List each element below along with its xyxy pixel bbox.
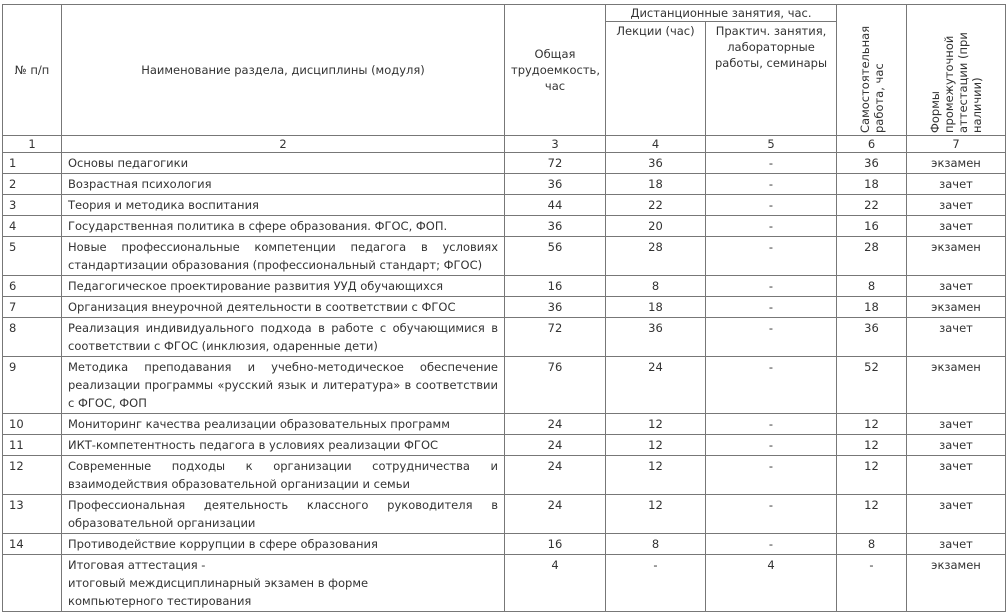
col-number: 2 <box>62 136 505 153</box>
row-lectures: 18 <box>606 297 706 318</box>
row-self: 12 <box>837 414 907 435</box>
row-total: 36 <box>505 216 606 237</box>
row-practice: 4 <box>706 555 837 612</box>
row-self: 52 <box>837 357 907 414</box>
row-form: зачет <box>907 495 1006 534</box>
header-attestation <box>907 5 1006 136</box>
row-practice: - <box>706 174 837 195</box>
row-self: 8 <box>837 534 907 555</box>
row-practice: - <box>706 534 837 555</box>
row-total: 56 <box>505 237 606 276</box>
table-row <box>3 297 1006 318</box>
row-practice: - <box>706 435 837 456</box>
row-practice: - <box>706 357 837 414</box>
final-name-line1: Итоговая аттестация - <box>68 558 206 572</box>
row-form: зачет <box>907 276 1006 297</box>
row-total: 36 <box>505 297 606 318</box>
table-row <box>3 456 1006 495</box>
row-name: Государственная политика в сфере образования. ФГОС, ФОП. <box>62 216 505 237</box>
row-self: 36 <box>837 318 907 357</box>
row-form: экзамен <box>907 297 1006 318</box>
header-self <box>837 5 907 136</box>
row-num: 13 <box>3 495 62 534</box>
row-total: 16 <box>505 276 606 297</box>
table-row <box>3 195 1006 216</box>
row-lectures: 36 <box>606 153 706 174</box>
row-lectures: 12 <box>606 414 706 435</box>
row-total: 16 <box>505 534 606 555</box>
row-form: зачет <box>907 195 1006 216</box>
row-lectures: 20 <box>606 216 706 237</box>
row-num: 4 <box>3 216 62 237</box>
table-row <box>3 357 1006 414</box>
row-practice: - <box>706 276 837 297</box>
row-form: экзамен <box>907 237 1006 276</box>
col-number: 7 <box>907 136 1006 153</box>
row-practice: - <box>706 414 837 435</box>
col-number: 6 <box>837 136 907 153</box>
table-row <box>3 534 1006 555</box>
header-practice: Практич. занятия, лабораторные работы, семинары <box>706 22 837 136</box>
row-self: - <box>837 555 907 612</box>
row-self: 22 <box>837 195 907 216</box>
col-number: 4 <box>606 136 706 153</box>
column-numbers-row <box>3 136 1006 153</box>
row-practice: - <box>706 153 837 174</box>
final-name-line2: итоговый междисциплинарный экзамен в форме компьютерного тестирования <box>68 576 369 608</box>
row-form: зачет <box>907 534 1006 555</box>
header-attestation-text: Формы промежуточной аттестации (при наличии) <box>928 32 984 133</box>
row-num: 6 <box>3 276 62 297</box>
row-name: Организация внеурочной деятельности в соответствии с ФГОС <box>62 297 505 318</box>
row-num: 2 <box>3 174 62 195</box>
row-num: 11 <box>3 435 62 456</box>
row-name: Реализация индивидуального подхода в работе с обучающимися в соответствии с ФГОС (инклюзия, одаренные дети) <box>62 318 505 357</box>
table-row <box>3 153 1006 174</box>
row-lectures: 8 <box>606 534 706 555</box>
row-lectures: 18 <box>606 174 706 195</box>
col-number: 5 <box>706 136 837 153</box>
row-form: зачет <box>907 456 1006 495</box>
row-form: зачет <box>907 435 1006 456</box>
table-row <box>3 174 1006 195</box>
row-lectures: 36 <box>606 318 706 357</box>
final-attestation-row <box>3 555 1006 612</box>
row-total: 36 <box>505 174 606 195</box>
row-total: 24 <box>505 435 606 456</box>
row-practice: - <box>706 195 837 216</box>
header-total: Общая трудоемкость, час <box>505 5 606 136</box>
row-num: 8 <box>3 318 62 357</box>
row-name <box>62 555 505 612</box>
table-row <box>3 495 1006 534</box>
row-form: зачет <box>907 414 1006 435</box>
row-form: зачет <box>907 318 1006 357</box>
row-num: 14 <box>3 534 62 555</box>
row-self: 16 <box>837 216 907 237</box>
row-practice: - <box>706 237 837 276</box>
header-name: Наименование раздела, дисциплины (модуля) <box>62 5 505 136</box>
row-self: 18 <box>837 297 907 318</box>
row-lectures: 24 <box>606 357 706 414</box>
row-num: 1 <box>3 153 62 174</box>
table-row <box>3 237 1006 276</box>
header-distance: Дистанционные занятия, час. <box>606 5 837 22</box>
row-self: 18 <box>837 174 907 195</box>
row-num: 7 <box>3 297 62 318</box>
row-practice: - <box>706 216 837 237</box>
row-form: экзамен <box>907 153 1006 174</box>
row-lectures: 12 <box>606 495 706 534</box>
row-self: 12 <box>837 435 907 456</box>
col-number: 3 <box>505 136 606 153</box>
row-self: 12 <box>837 495 907 534</box>
row-total: 76 <box>505 357 606 414</box>
row-lectures: - <box>606 555 706 612</box>
col-number: 1 <box>3 136 62 153</box>
row-total: 72 <box>505 153 606 174</box>
row-practice: - <box>706 456 837 495</box>
row-lectures: 28 <box>606 237 706 276</box>
row-total: 24 <box>505 456 606 495</box>
row-form: экзамен <box>907 555 1006 612</box>
row-lectures: 22 <box>606 195 706 216</box>
row-name: Теория и методика воспитания <box>62 195 505 216</box>
row-lectures: 12 <box>606 435 706 456</box>
row-name: Методика преподавания и учебно-методическое обеспечение реализации программы «русский язык и литература» в соответствии с ФГОС, ФОП <box>62 357 505 414</box>
row-self: 8 <box>837 276 907 297</box>
table-row <box>3 216 1006 237</box>
table-row <box>3 414 1006 435</box>
row-name: Возрастная психология <box>62 174 505 195</box>
row-total: 44 <box>505 195 606 216</box>
row-form: зачет <box>907 174 1006 195</box>
row-name: Основы педагогики <box>62 153 505 174</box>
row-lectures: 8 <box>606 276 706 297</box>
row-self: 28 <box>837 237 907 276</box>
row-num: 12 <box>3 456 62 495</box>
row-name: ИКТ-компетентность педагога в условиях реализации ФГОС <box>62 435 505 456</box>
curriculum-table <box>2 4 1006 612</box>
row-name: Педагогическое проектирование развития УУД обучающихся <box>62 276 505 297</box>
row-lectures: 12 <box>606 456 706 495</box>
row-num: 3 <box>3 195 62 216</box>
table-row <box>3 318 1006 357</box>
row-self: 12 <box>837 456 907 495</box>
row-name: Новые профессиональные компетенции педагога в условиях стандартизации образования (профессиональный стандарт; ФГОС) <box>62 237 505 276</box>
row-name: Профессиональная деятельность классного руководителя в образовательной организации <box>62 495 505 534</box>
row-total: 24 <box>505 414 606 435</box>
row-num: 5 <box>3 237 62 276</box>
row-name: Мониторинг качества реализации образовательных программ <box>62 414 505 435</box>
header-num: № п/п <box>3 5 62 136</box>
table-row <box>3 435 1006 456</box>
row-practice: - <box>706 318 837 357</box>
row-num: 10 <box>3 414 62 435</box>
row-num <box>3 555 62 612</box>
row-self: 36 <box>837 153 907 174</box>
row-name: Современные подходы к организации сотрудничества и взаимодействия образовательной организации и семьи <box>62 456 505 495</box>
row-total: 24 <box>505 495 606 534</box>
row-total: 4 <box>505 555 606 612</box>
row-form: экзамен <box>907 357 1006 414</box>
row-practice: - <box>706 297 837 318</box>
row-name: Противодействие коррупции в сфере образования <box>62 534 505 555</box>
row-total: 72 <box>505 318 606 357</box>
row-form: зачет <box>907 216 1006 237</box>
row-num: 9 <box>3 357 62 414</box>
table-row <box>3 276 1006 297</box>
row-practice: - <box>706 495 837 534</box>
header-lectures: Лекции (час) <box>606 22 706 136</box>
header-self-text: Самостоятельная работа, час <box>857 25 886 133</box>
